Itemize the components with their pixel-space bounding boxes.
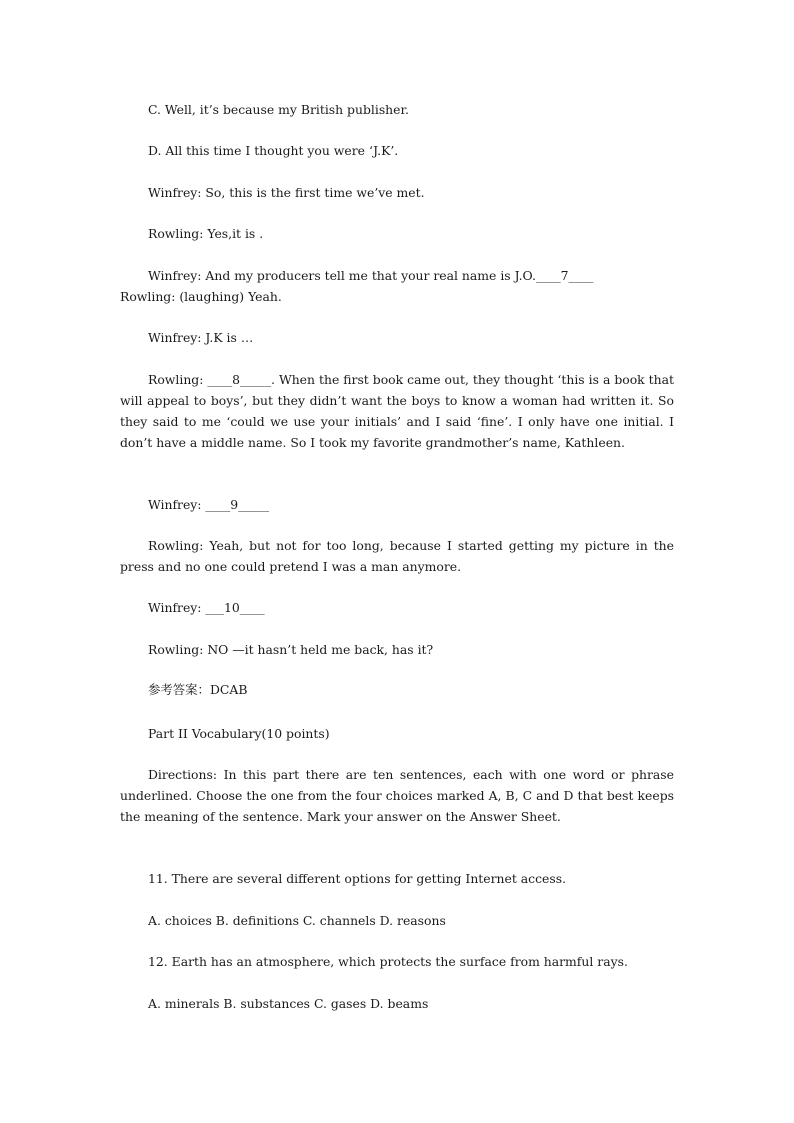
question-11: 11. There are several different options for getting Internet access.	[148, 871, 567, 886]
dialogue-paragraph: Rowling: Yeah, but not for too long, because I started getting my picture in the press and no one could pretend I was a man anymore.	[120, 538, 678, 574]
directions-paragraph: Directions: In this part there are ten sentences, each with one word or phrase underlined. Choose the one from the four choices marked A, B, C and D that best keeps the meaning of the sentence. Mark your answer on the Answer Sheet.	[120, 767, 678, 824]
question-12: 12. Earth has an atmosphere, which protects the surface from harmful rays.	[148, 954, 628, 969]
answer-key: 参考答案：DCAB	[148, 682, 248, 697]
dialogue-line-blank-9: Winfrey: ____9_____	[148, 497, 270, 512]
question-11-options: A. choices B. definitions C. channels D. reasons	[148, 913, 446, 928]
dialogue-paragraph-blank-8: Rowling: ____8_____. When the first book came out, they thought ‘this is a book that will appeal to boys’, but they didn’t want the boys to know a woman had written it. So they said to me ‘could we use your initials’ and I said ‘fine’. I only have one initial. I don’t have a middle name. So I took my favorite grandmother’s name, Kathleen.	[120, 372, 678, 450]
dialogue-line: Winfrey: J.K is …	[148, 330, 254, 345]
option-d: D. All this time I thought you were ‘J.K’.	[148, 143, 399, 158]
dialogue-line-blank-10: Winfrey: ___10____	[148, 600, 265, 615]
dialogue-line: Winfrey: So, this is the first time we’ve met.	[148, 185, 425, 200]
dialogue-line: Rowling: NO —it hasn’t held me back, has it?	[148, 642, 434, 657]
dialogue-line-blank-7: Winfrey: And my producers tell me that your real name is J.O.____7____ Rowling: (laughing) Yeah.	[120, 268, 594, 304]
section-heading: Part II Vocabulary(10 points)	[148, 726, 330, 741]
option-c: C. Well, it’s because my British publisher.	[148, 102, 409, 117]
dialogue-line: Rowling: Yes,it is .	[148, 226, 264, 241]
question-12-options: A. minerals B. substances C. gases D. beams	[148, 996, 429, 1011]
